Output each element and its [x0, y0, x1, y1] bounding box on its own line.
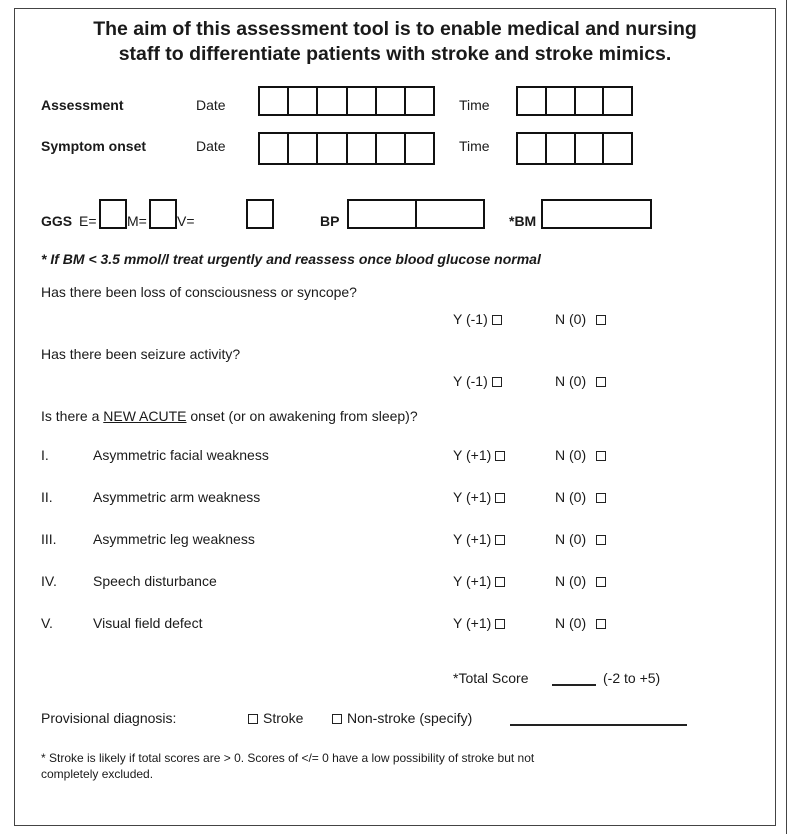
item-arm-weakness: Asymmetric arm weakness: [93, 489, 261, 505]
checkbox-icon[interactable]: [495, 535, 505, 545]
provisional-diagnosis-label: Provisional diagnosis:: [41, 710, 177, 726]
item1-yes-option[interactable]: Y (+1): [453, 447, 505, 463]
item-speech-disturbance: Speech disturbance: [93, 573, 217, 589]
item-number: V.: [41, 615, 53, 631]
checkbox-icon[interactable]: [495, 619, 505, 629]
form-title-line-1: The aim of this assessment tool is to enable medical and nursing: [93, 18, 697, 40]
question-new-acute-onset: Is there a NEW ACUTE onset (or on awakening from sleep)?: [41, 408, 418, 424]
checkbox-icon[interactable]: [596, 493, 606, 503]
item3-yes-option[interactable]: Y (+1): [453, 531, 505, 547]
footnote-line-1: * Stroke is likely if total scores are > 0. Scores of </= 0 have a low possibility of stroke but not: [41, 751, 535, 765]
item-number: II.: [41, 489, 53, 505]
item5-yes-option[interactable]: Y (+1): [453, 615, 505, 631]
ggs-m-box[interactable]: [149, 199, 177, 229]
symptom-onset-date-boxes[interactable]: [258, 132, 435, 165]
assessment-label: Assessment: [41, 97, 124, 113]
bp-boxes[interactable]: [347, 199, 485, 229]
symptom-onset-time-label: Time: [459, 138, 490, 154]
assessment-time-label: Time: [459, 97, 490, 113]
item-visual-field-defect: Visual field defect: [93, 615, 203, 631]
ggs-m-label: M=: [127, 213, 147, 229]
item-number: IV.: [41, 573, 57, 589]
total-score-range: (-2 to +5): [603, 670, 661, 686]
item1-no-option[interactable]: N (0): [555, 447, 606, 463]
checkbox-icon[interactable]: [495, 493, 505, 503]
assessment-date-label: Date: [196, 97, 226, 113]
q1-no-option[interactable]: N (0): [555, 311, 606, 327]
checkbox-icon[interactable]: [332, 714, 342, 724]
checkbox-icon[interactable]: [596, 315, 606, 325]
page-right-border: [786, 0, 787, 834]
total-score-label: *Total Score: [453, 670, 529, 686]
bp-label: BP: [320, 213, 340, 229]
ggs-label: GGS: [41, 213, 73, 229]
q1-yes-option[interactable]: Y (-1): [453, 311, 502, 327]
checkbox-icon[interactable]: [596, 377, 606, 387]
item4-no-option[interactable]: N (0): [555, 573, 606, 589]
diagnosis-nonstroke-option[interactable]: Non-stroke (specify): [332, 710, 472, 726]
checkbox-icon[interactable]: [596, 451, 606, 461]
assessment-date-boxes[interactable]: [258, 86, 435, 116]
checkbox-icon[interactable]: [492, 377, 502, 387]
bm-box[interactable]: [541, 199, 652, 229]
question-seizure-activity: Has there been seizure activity?: [41, 346, 241, 362]
diagnosis-stroke-option[interactable]: Stroke: [248, 710, 303, 726]
item3-no-option[interactable]: N (0): [555, 531, 606, 547]
ggs-v-box[interactable]: [246, 199, 274, 229]
item-facial-weakness: Asymmetric facial weakness: [93, 447, 269, 463]
checkbox-icon[interactable]: [596, 577, 606, 587]
ggs-e-label: E=: [79, 213, 97, 229]
form-title-line-2: staff to differentiate patients with stroke and stroke mimics.: [118, 43, 672, 65]
item-number: III.: [41, 531, 57, 547]
total-score-field[interactable]: [552, 684, 596, 686]
q2-no-option[interactable]: N (0): [555, 373, 606, 389]
ggs-e-box[interactable]: [99, 199, 127, 229]
symptom-onset-date-label: Date: [196, 138, 226, 154]
item2-yes-option[interactable]: Y (+1): [453, 489, 505, 505]
symptom-onset-label: Symptom onset: [41, 138, 147, 154]
checkbox-icon[interactable]: [596, 535, 606, 545]
checkbox-icon[interactable]: [495, 451, 505, 461]
question-loss-of-consciousness: Has there been loss of consciousness or syncope?: [41, 284, 357, 300]
ggs-v-label: V=: [177, 213, 195, 229]
q2-yes-option[interactable]: Y (-1): [453, 373, 502, 389]
nonstroke-specify-field[interactable]: [510, 724, 687, 726]
bm-warning-note: * If BM < 3.5 mmol/l treat urgently and reassess once blood glucose normal: [41, 251, 541, 267]
item4-yes-option[interactable]: Y (+1): [453, 573, 505, 589]
checkbox-icon[interactable]: [248, 714, 258, 724]
item2-no-option[interactable]: N (0): [555, 489, 606, 505]
item-number: I.: [41, 447, 49, 463]
item-leg-weakness: Asymmetric leg weakness: [93, 531, 255, 547]
bm-label: *BM: [509, 213, 537, 229]
assessment-time-boxes[interactable]: [516, 86, 633, 116]
footnote-line-2: completely excluded.: [41, 767, 154, 781]
item5-no-option[interactable]: N (0): [555, 615, 606, 631]
checkbox-icon[interactable]: [495, 577, 505, 587]
checkbox-icon[interactable]: [492, 315, 502, 325]
symptom-onset-time-boxes[interactable]: [516, 132, 633, 165]
checkbox-icon[interactable]: [596, 619, 606, 629]
